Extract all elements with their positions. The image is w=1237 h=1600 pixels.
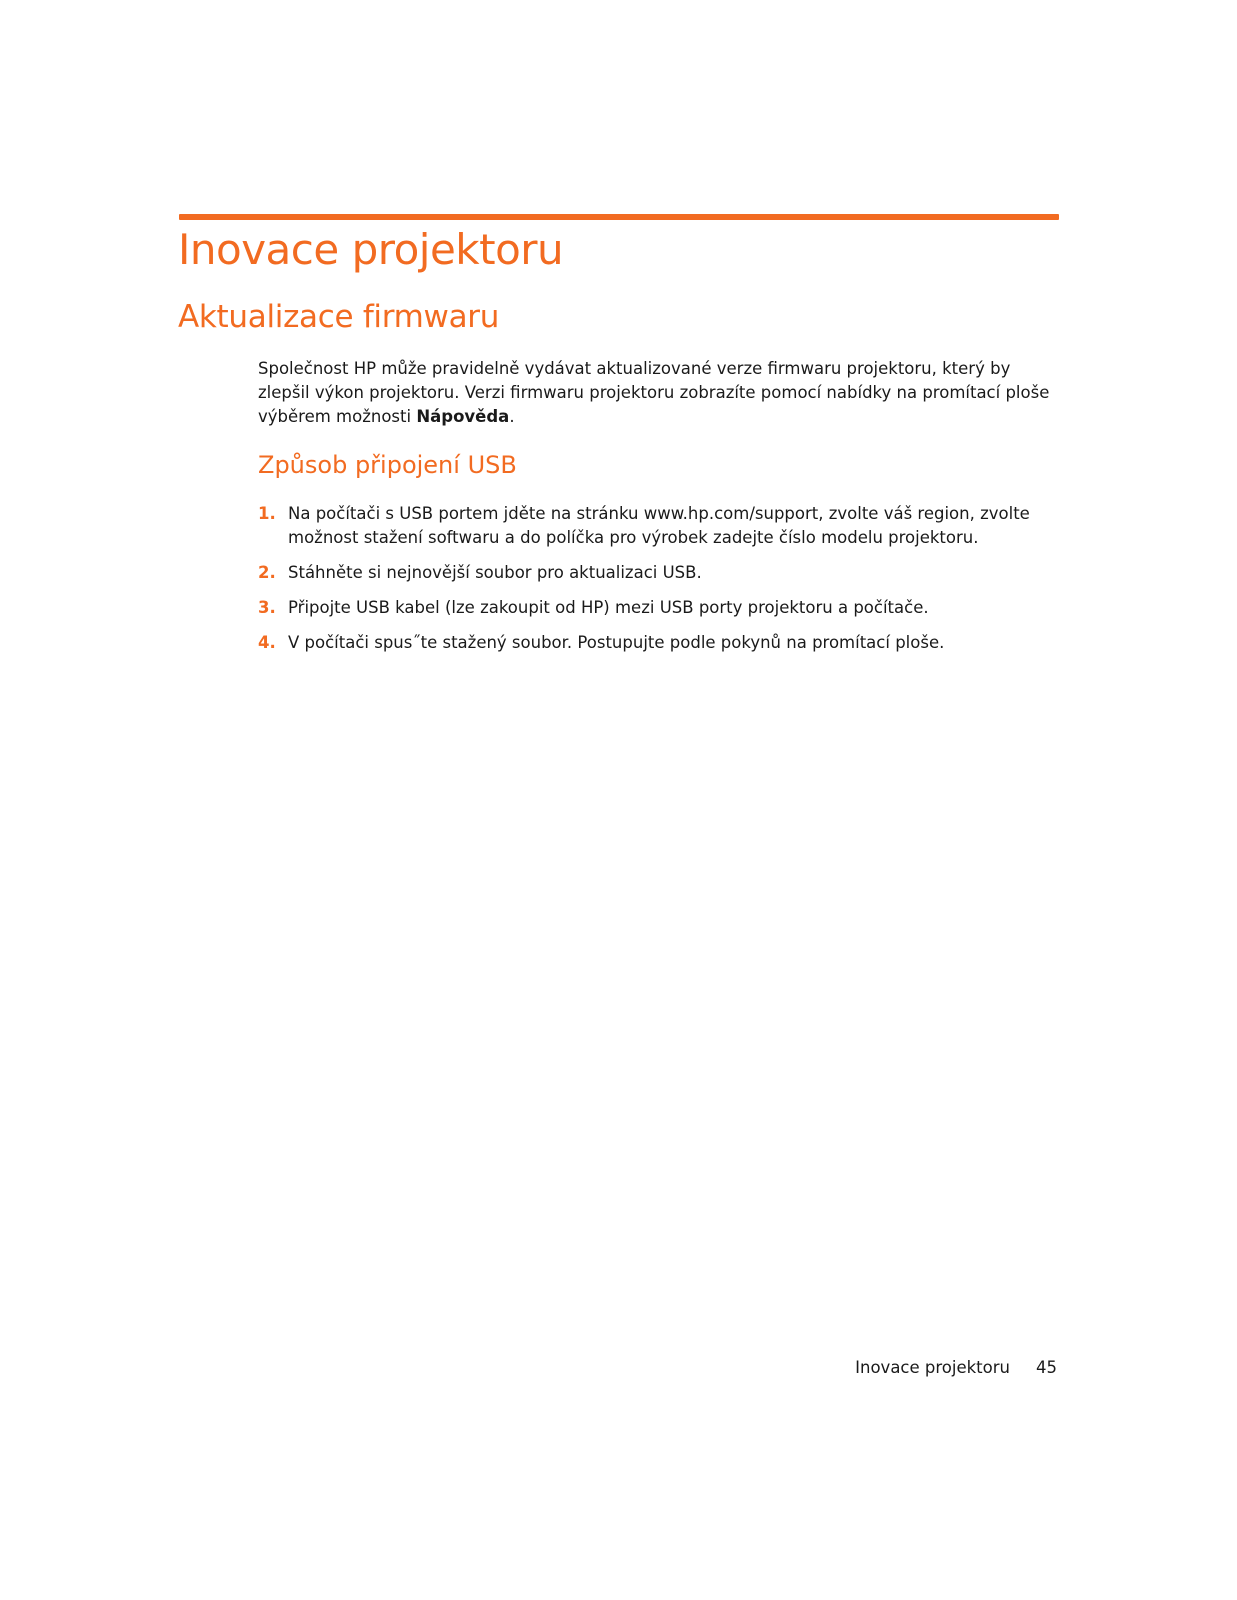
step-number: 2. [258, 563, 276, 582]
step-text: Stáhněte si nejnovější soubor pro aktualizaci USB. [288, 563, 702, 582]
list-item [258, 631, 1058, 655]
intro-text: Společnost HP může pravidelně vydávat aktualizované verze firmwaru projektoru, který by zlepšil výkon projektoru. Verzi firmwaru projektoru zobrazíte pomocí nabídky na promítací ploše výběrem možnosti [258, 359, 1050, 426]
footer-label: Inovace projektoru [855, 1358, 1010, 1377]
step-number: 4. [258, 633, 276, 652]
list-item [258, 502, 1058, 550]
page-number: 45 [1036, 1358, 1057, 1377]
intro-text-end: . [509, 407, 515, 426]
step-text: Na počítači s USB portem jděte na stránku www.hp.com/support, zvolte váš region, zvolte možnost stažení softwaru a do políčka pro výrobek zadejte číslo modelu projektoru. [288, 504, 1030, 547]
step-text: Připojte USB kabel (lze zakoupit od HP) mezi USB porty projektoru a počítače. [288, 598, 929, 617]
step-number: 3. [258, 598, 276, 617]
list-item [258, 596, 1058, 620]
step-number: 1. [258, 504, 276, 523]
step-text: V počítači spus˝te stažený soubor. Postupujte podle pokynů na promítací ploše. [288, 633, 945, 652]
page-footer [855, 1356, 1057, 1380]
subsection-title: Způsob připojení USB [258, 451, 517, 479]
intro-bold-term: Nápověda [416, 407, 510, 426]
steps-list [258, 502, 1058, 666]
chapter-rule [179, 214, 1059, 220]
chapter-title: Inovace projektoru [178, 225, 564, 274]
section-title: Aktualizace firmwaru [178, 299, 500, 335]
intro-paragraph [258, 357, 1058, 429]
list-item [258, 561, 1058, 585]
